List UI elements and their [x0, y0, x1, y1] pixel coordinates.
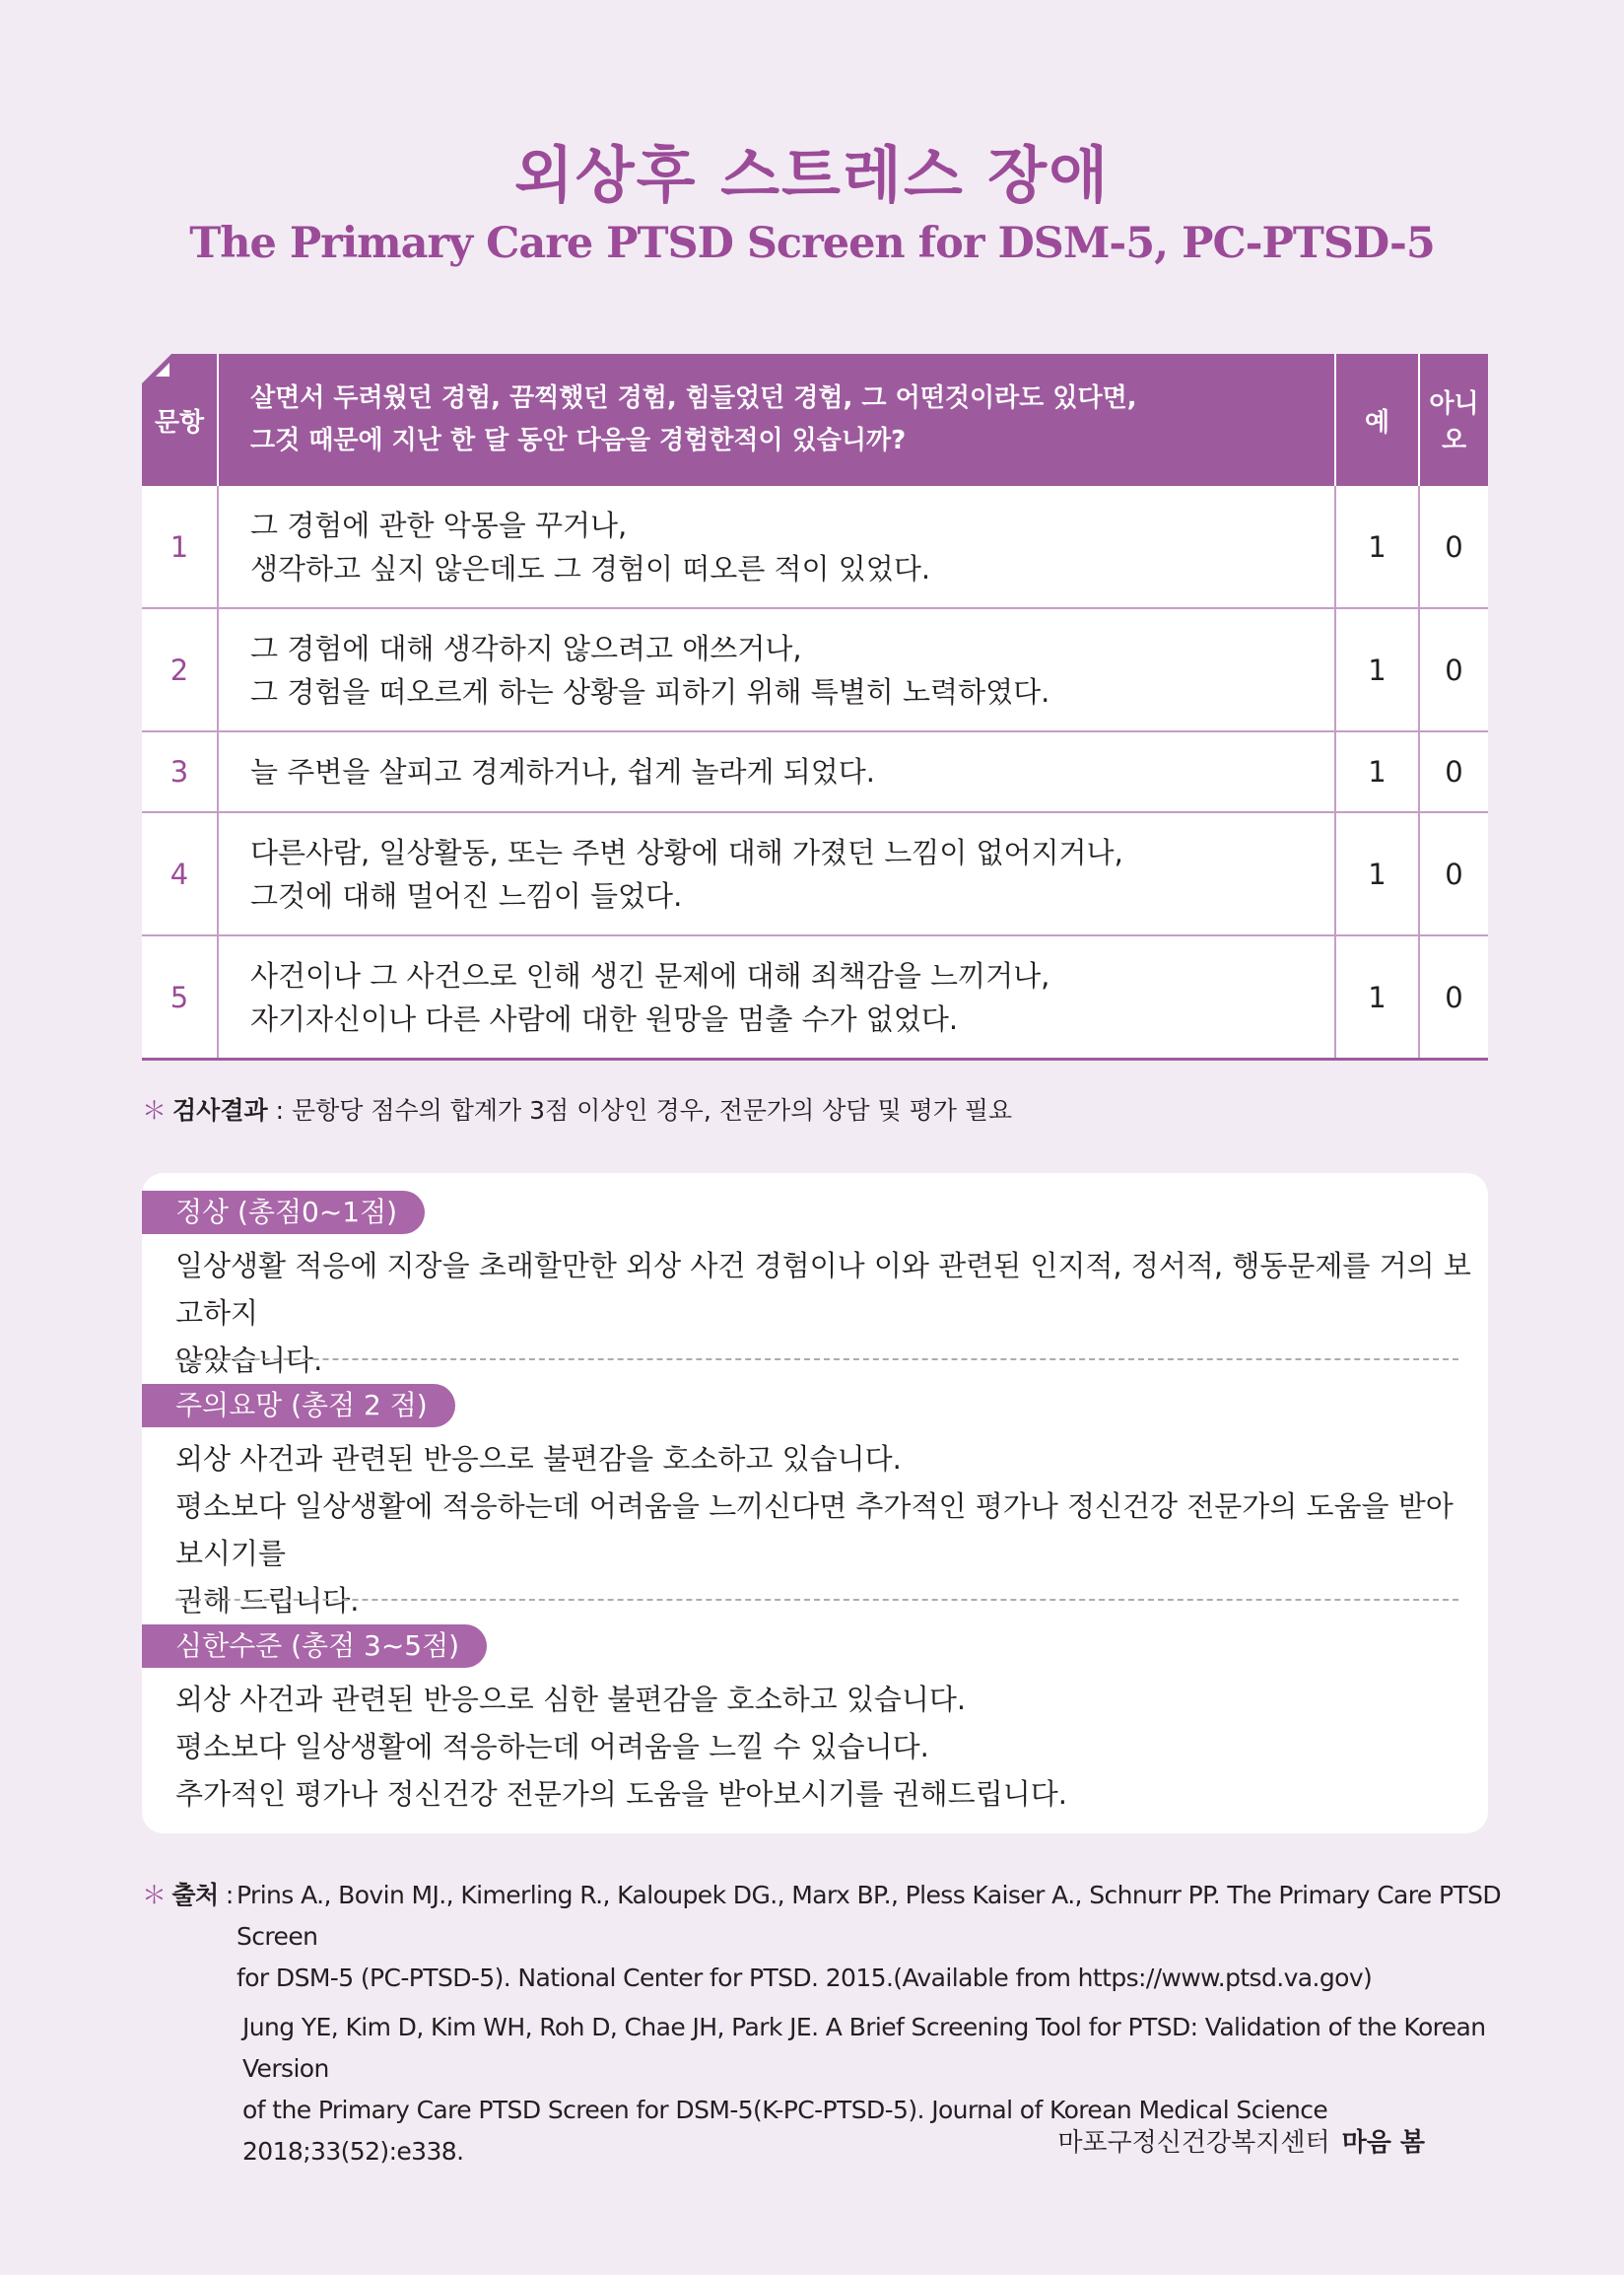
dashed-divider	[175, 1358, 1458, 1360]
page-subtitle: The Primary Care PTSD Screen for DSM-5, PC-PTSD-5	[189, 219, 1435, 268]
result-description: 외상 사건과 관련된 반응으로 불편감을 호소하고 있습니다. 평소보다 일상생활에 적응하는데 어려움을 느끼신다면 추가적인 평가나 정신건강 전문가의 도움을 받아보시기를 권해 드립니다.	[175, 1442, 1454, 1618]
header-question-line1: 살면서 두려웠던 경험, 끔찍했던 경험, 힘들었던 경험, 그 어떤것이라도 있다면,	[250, 383, 1137, 413]
row-yes-score: 1	[1335, 486, 1419, 608]
row-yes-score: 1	[1335, 812, 1419, 935]
result-note	[142, 1091, 1012, 1127]
row-yes-score: 1	[1335, 935, 1419, 1060]
page-title: 외상후 스트레스 장애	[513, 139, 1111, 211]
table-header-row	[142, 354, 1488, 486]
asterisk-icon: ＊	[142, 1881, 167, 1909]
result-description: 외상 사건과 관련된 반응으로 심한 불편감을 호소하고 있습니다. 평소보다 일상생활에 적응하는데 어려움을 느낄 수 있습니다. 추가적인 평가나 정신건강 전문가의 도움을 받아보시기를 권해드립니다.	[175, 1683, 1067, 1811]
row-num: 1	[142, 486, 218, 608]
note-label: 검사결과	[172, 1096, 268, 1125]
row-yes-score: 1	[1335, 608, 1419, 731]
header-yes: 예	[1335, 354, 1419, 486]
footer-org: 마포구정신건강복지센터	[1057, 2128, 1330, 2158]
result-label-badge: 심한수준 (총점 3~5점)	[142, 1624, 487, 1668]
row-yes-score: 1	[1335, 731, 1419, 812]
row-no-score: 0	[1419, 731, 1488, 812]
footer-credit	[1057, 2122, 1425, 2159]
screening-table	[142, 354, 1488, 1061]
row-no-score: 0	[1419, 935, 1488, 1060]
row-num: 3	[142, 731, 218, 812]
result-label-badge: 주의요망 (총점 2 점)	[142, 1384, 455, 1427]
footer-brand: 마음 봄	[1341, 2128, 1425, 2158]
triangle-icon	[156, 363, 169, 377]
row-question: 다른사람, 일상활동, 또는 주변 상황에 대해 가졌던 느낌이 없어지거나, 그것에 대해 멀어진 느낌이 들었다.	[218, 812, 1335, 935]
citation-2: Jung YE, Kim D, Kim WH, Roh D, Chae JH, Park JE. A Brief Screening Tool for PTSD: Validation of the Korean Version of the Primary Care PTSD Screen for DSM-5(K-PC-PTSD-5). Journal of Korean Medical Science 2018;33(52):e338.	[242, 2013, 1486, 2166]
table-row	[142, 608, 1488, 731]
row-question: 사건이나 그 사건으로 인해 생긴 문제에 대해 죄책감을 느끼거나, 자기자신이나 다른 사람에 대한 원망을 멈출 수가 없었다.	[218, 935, 1335, 1060]
result-description: 일상생활 적응에 지장을 초래할만한 외상 사건 경험이나 이와 관련된 인지적, 정서적, 행동문제를 거의 보고하지 않았습니다.	[175, 1249, 1471, 1377]
row-no-score: 0	[1419, 486, 1488, 608]
row-question: 그 경험에 관한 악몽을 꾸거나, 생각하고 싶지 않은데도 그 경험이 떠오른 적이 있었다.	[218, 486, 1335, 608]
header-question	[218, 354, 1335, 486]
dashed-divider	[175, 1599, 1458, 1601]
table-row	[142, 486, 1488, 608]
result-label-badge: 정상 (총점0~1점)	[142, 1191, 425, 1234]
header-no: 아니오	[1419, 354, 1488, 486]
table-row	[142, 935, 1488, 1060]
interpretation-box	[142, 1173, 1488, 1833]
header-num: 문항	[142, 354, 218, 486]
citation-1: ＊ 출처 : Prins A., Bovin MJ., Kimerling R., Kaloupek DG., Marx BP., Pless Kaiser A., Schnurr PP. The Primary Care PTSD Screen for DSM-5 (PC-PTSD-5). National Center for PTSD. 2015.(Available from https://www.ptsd.va.gov)	[142, 1881, 1502, 1992]
row-question: 그 경험에 대해 생각하지 않으려고 애쓰거나, 그 경험을 떠오르게 하는 상황을 피하기 위해 특별히 노력하였다.	[218, 608, 1335, 731]
row-no-score: 0	[1419, 608, 1488, 731]
row-no-score: 0	[1419, 812, 1488, 935]
table-row	[142, 812, 1488, 935]
table-row	[142, 731, 1488, 812]
row-question: 늘 주변을 살피고 경계하거나, 쉽게 놀라게 되었다.	[218, 731, 1335, 812]
source-label: 출처	[171, 1881, 219, 1909]
row-num: 4	[142, 812, 218, 935]
note-text: : 문항당 점수의 합계가 3점 이상인 경우, 전문가의 상담 및 평가 필요	[267, 1096, 1013, 1125]
row-num: 2	[142, 608, 218, 731]
header-question-line2: 그것 때문에 지난 한 달 동안 다음을 경험한적이 있습니까?	[250, 426, 907, 455]
asterisk-icon: ＊	[142, 1096, 168, 1125]
row-num: 5	[142, 935, 218, 1060]
